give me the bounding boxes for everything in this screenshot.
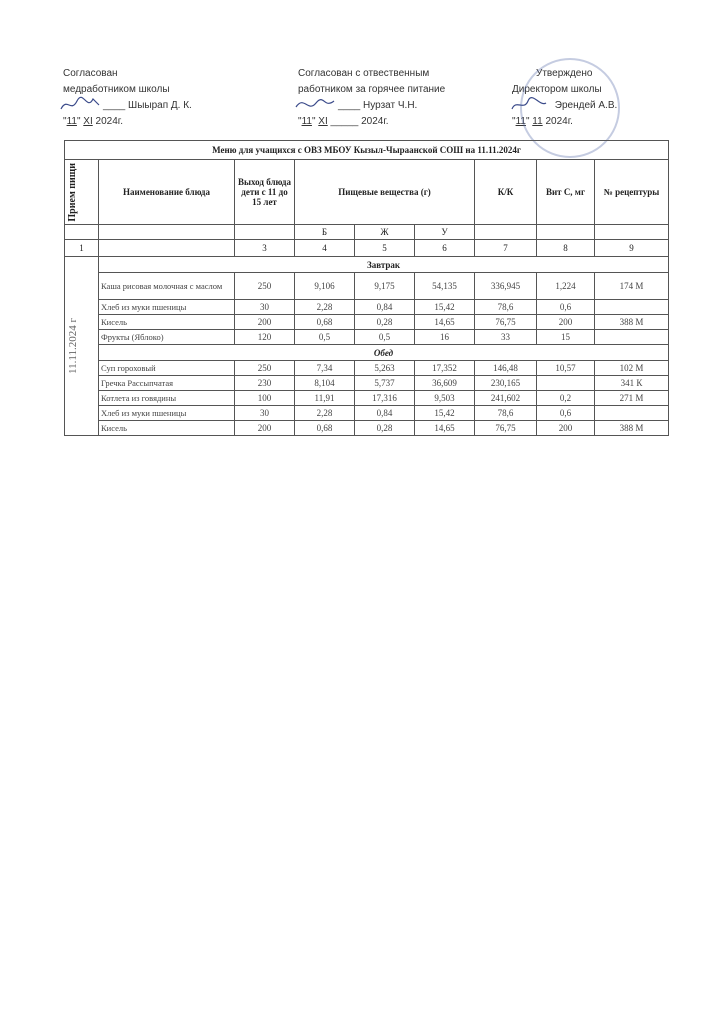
dish-fat: 5,737 xyxy=(355,376,415,391)
approval-date: "11" 11 2024г. xyxy=(512,116,573,127)
header-nutrients: Пищевые вещества (г) xyxy=(295,160,475,225)
dish-kcal: 146,48 xyxy=(475,361,537,376)
dish-vitc: 0,2 xyxy=(537,391,595,406)
approval-name: Шыырап Д. К. xyxy=(128,100,192,111)
dish-protein: 2,28 xyxy=(295,406,355,421)
dish-fat: 0,5 xyxy=(355,330,415,345)
approval-food-responsible xyxy=(298,66,445,130)
header-kcal: К/К xyxy=(475,160,537,225)
dish-kcal: 76,75 xyxy=(475,315,537,330)
dish-carbs: 54,135 xyxy=(415,273,475,300)
approval-medic xyxy=(63,66,192,130)
dish-kcal: 336,945 xyxy=(475,273,537,300)
col-num: 8 xyxy=(537,240,595,257)
dish-carbs: 36,609 xyxy=(415,376,475,391)
dish-recipe: 271 М xyxy=(595,391,669,406)
date-year: 2024г. xyxy=(361,116,389,127)
dish-name: Суп гороховый xyxy=(99,361,235,376)
dish-vitc: 0,6 xyxy=(537,300,595,315)
sub-protein: Б xyxy=(295,225,355,240)
dish-kcal: 241,602 xyxy=(475,391,537,406)
section-breakfast: Завтрак xyxy=(99,257,669,273)
dish-kcal: 78,6 xyxy=(475,406,537,421)
date-cell: 11.11.2024 г xyxy=(65,257,99,436)
signature-icon xyxy=(298,99,338,111)
dish-name: Хлеб из муки пшеницы xyxy=(99,406,235,421)
signature-icon xyxy=(63,99,103,111)
table-row xyxy=(65,273,669,300)
header-meal: Прием пищи xyxy=(65,160,99,225)
approval-line1: Утверждено xyxy=(536,68,593,79)
date-month: 11 xyxy=(532,116,543,127)
dish-fat: 5,263 xyxy=(355,361,415,376)
approval-line2: Директором школы xyxy=(512,84,602,95)
header-vitc: Вит С, мг xyxy=(537,160,595,225)
sub-carbs: У xyxy=(415,225,475,240)
dish-vitc: 15 xyxy=(537,330,595,345)
col-num: 5 xyxy=(355,240,415,257)
menu-title: Меню для учащихся с ОВЗ МБОУ Кызыл-Чыраанской СОШ на 11.11.2024г xyxy=(65,141,669,160)
approval-line1: Согласован xyxy=(63,68,118,79)
date-month: XI xyxy=(83,116,93,127)
dish-protein: 0,68 xyxy=(295,315,355,330)
dish-fat: 0,84 xyxy=(355,300,415,315)
col-num: 4 xyxy=(295,240,355,257)
dish-vitc: 0,6 xyxy=(537,406,595,421)
approval-date: "11" XI _____ 2024г. xyxy=(298,116,389,127)
dish-carbs: 9,503 xyxy=(415,391,475,406)
dish-recipe: 388 М xyxy=(595,315,669,330)
approval-signature-line: ____ Шыырап Д. К. xyxy=(63,98,192,114)
dish-vitc: 10,57 xyxy=(537,361,595,376)
section-lunch: Обед xyxy=(99,345,669,361)
dish-output: 250 xyxy=(235,273,295,300)
col-num: 9 xyxy=(595,240,669,257)
approval-line2: работником за горячее питание xyxy=(298,84,446,95)
dish-recipe: 174 М xyxy=(595,273,669,300)
dish-kcal: 78,6 xyxy=(475,300,537,315)
dish-protein: 7,34 xyxy=(295,361,355,376)
dish-vitc: 200 xyxy=(537,315,595,330)
dish-vitc: 1,224 xyxy=(537,273,595,300)
sub-fat: Ж xyxy=(355,225,415,240)
dish-recipe xyxy=(595,300,669,315)
approval-name: Эрендей А.В. xyxy=(554,100,618,111)
dish-kcal: 33 xyxy=(475,330,537,345)
dish-output: 230 xyxy=(235,376,295,391)
dish-recipe: 102 М xyxy=(595,361,669,376)
menu-table xyxy=(64,140,669,436)
dish-name: Хлеб из муки пшеницы xyxy=(99,300,235,315)
table-row xyxy=(65,406,669,421)
dish-carbs: 14,65 xyxy=(415,315,475,330)
dish-carbs: 17,352 xyxy=(415,361,475,376)
dish-fat: 0,28 xyxy=(355,421,415,436)
dish-output: 30 xyxy=(235,406,295,421)
approval-line2: медработником школы xyxy=(63,84,170,95)
dish-name: Котлета из говядины xyxy=(99,391,235,406)
approval-line1: Согласован с отвественным xyxy=(298,68,430,79)
dish-protein: 8,104 xyxy=(295,376,355,391)
date-day: 11 xyxy=(515,116,526,127)
dish-protein: 11,91 xyxy=(295,391,355,406)
table-row xyxy=(65,315,669,330)
table-row xyxy=(65,330,669,345)
dish-output: 200 xyxy=(235,315,295,330)
approval-name: Нурзат Ч.Н. xyxy=(363,100,418,111)
dish-name: Кисель xyxy=(99,315,235,330)
date-day: 11 xyxy=(301,116,312,127)
dish-carbs: 15,42 xyxy=(415,406,475,421)
dish-name: Гречка Рассыпчатая xyxy=(99,376,235,391)
dish-recipe xyxy=(595,330,669,345)
dish-name: Кисель xyxy=(99,421,235,436)
dish-recipe xyxy=(595,406,669,421)
dish-protein: 9,106 xyxy=(295,273,355,300)
dish-output: 100 xyxy=(235,391,295,406)
date-year: 2024г. xyxy=(95,116,123,127)
col-num: 1 xyxy=(65,240,99,257)
date-month: XI xyxy=(318,116,328,127)
table-row xyxy=(65,421,669,436)
dish-protein: 2,28 xyxy=(295,300,355,315)
table-row xyxy=(65,300,669,315)
dish-vitc xyxy=(537,376,595,391)
dish-carbs: 14,65 xyxy=(415,421,475,436)
table-row xyxy=(65,391,669,406)
dish-fat: 9,175 xyxy=(355,273,415,300)
date-year: 2024г. xyxy=(545,116,573,127)
col-num: 3 xyxy=(235,240,295,257)
col-num: 6 xyxy=(415,240,475,257)
header-output: Выход блюда дети с 11 до 15 лет xyxy=(235,160,295,225)
date-day: 11 xyxy=(66,116,77,127)
dish-output: 30 xyxy=(235,300,295,315)
dish-fat: 17,316 xyxy=(355,391,415,406)
dish-protein: 0,68 xyxy=(295,421,355,436)
menu-document xyxy=(64,140,668,436)
dish-recipe: 388 М xyxy=(595,421,669,436)
dish-output: 200 xyxy=(235,421,295,436)
table-row xyxy=(65,361,669,376)
dish-fat: 0,28 xyxy=(355,315,415,330)
dish-recipe: 341 К xyxy=(595,376,669,391)
header-dish-name: Наименование блюда xyxy=(99,160,235,225)
approval-signature-line: ____ Нурзат Ч.Н. xyxy=(298,98,445,114)
col-num: 7 xyxy=(475,240,537,257)
dish-output: 250 xyxy=(235,361,295,376)
approval-date: "11" XI 2024г. xyxy=(63,116,123,127)
dish-kcal: 76,75 xyxy=(475,421,537,436)
dish-protein: 0,5 xyxy=(295,330,355,345)
dish-vitc: 200 xyxy=(537,421,595,436)
dish-carbs: 15,42 xyxy=(415,300,475,315)
dish-name: Фрукты (Яблоко) xyxy=(99,330,235,345)
dish-output: 120 xyxy=(235,330,295,345)
table-row xyxy=(65,376,669,391)
dish-fat: 0,84 xyxy=(355,406,415,421)
dish-name: Каша рисовая молочная с маслом xyxy=(99,273,235,300)
header-recipe: № рецептуры xyxy=(595,160,669,225)
dish-carbs: 16 xyxy=(415,330,475,345)
dish-kcal: 230,165 xyxy=(475,376,537,391)
